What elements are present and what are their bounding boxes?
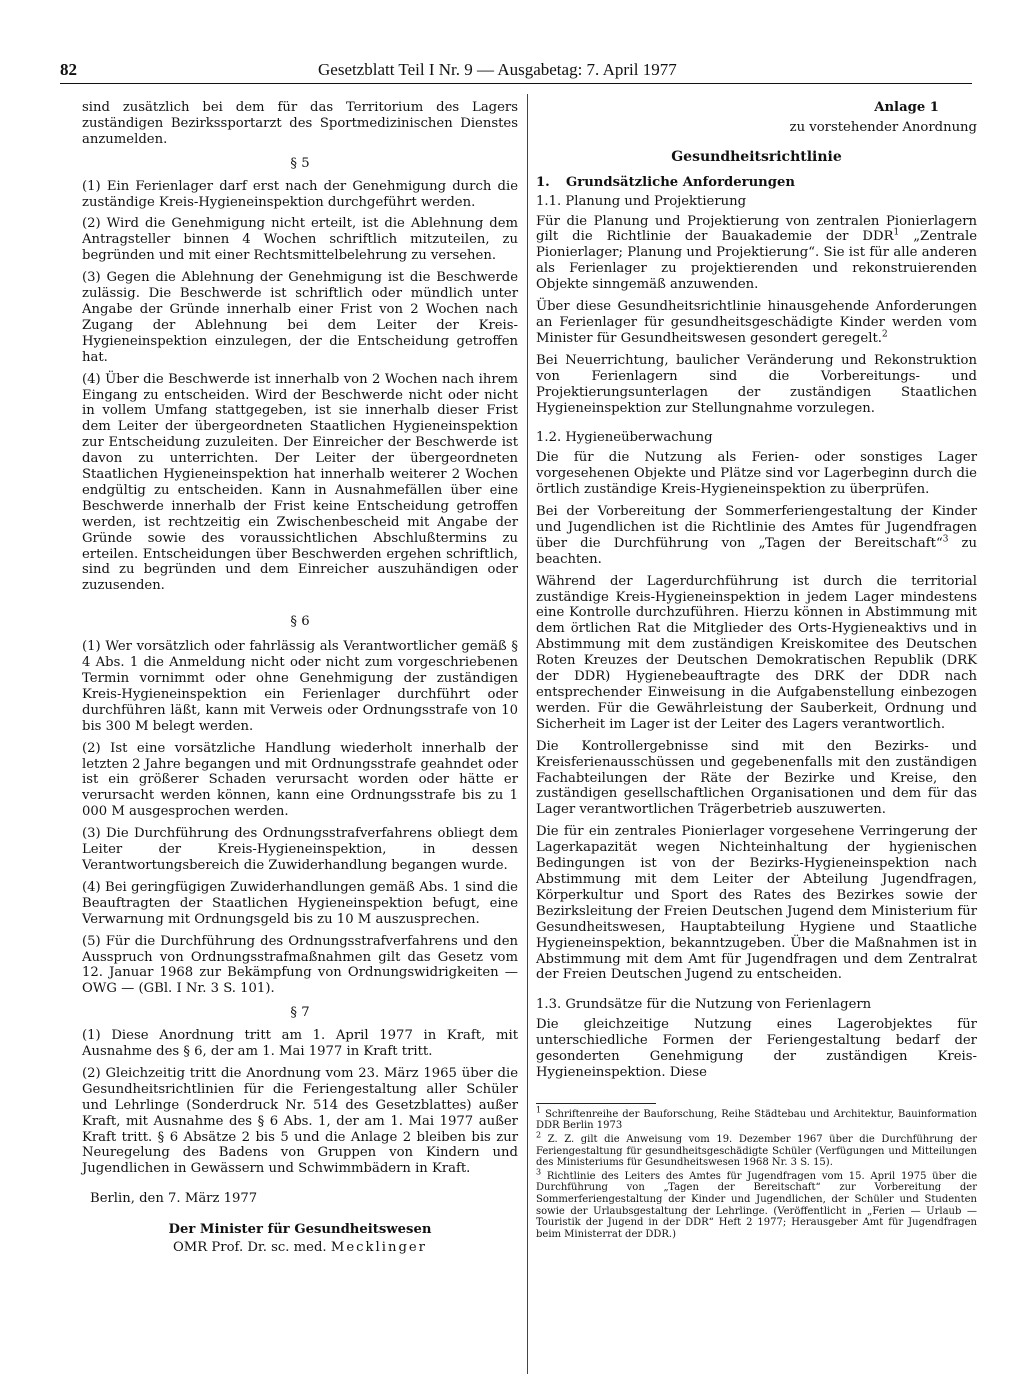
sub12-paragraph-4: Die Kontrollergebnisse sind mit den Bezirks- und Kreisferienausschüssen und gegebenenfalls mit den zuständigen Fachabteilungen der Räte der Bezirke und Kreise, den zuständigen gesellschaftlichen Organisationen und dem für das Lager verantwortlichen Trägerbetrieb auszuwerten. <box>536 738 977 818</box>
s5-paragraph-4: (4) Über die Beschwerde ist innerhalb von 2 Wochen nach ihrem Eingang zu entscheiden. Wird der Beschwerde nicht oder nicht in vollem Umfang stattgegeben, ist sie innerhalb dieser Frist dem Leiter der übergeordneten Staatlichen Hygieneinspektion zur Entscheidung zuzuleiten. Der Einreicher der Beschwerde ist davon zu unterrichten. Der Leiter der übergeordneten Staatlichen Hygieneinspektion hat innerhalb weiterer 2 Wochen endgültig zu entscheiden. Kann in Ausnahmefällen über eine Beschwerde innerhalb der Frist keine Entscheidung getroffen werden, ist rechtzeitig ein Zwischenbescheid mit Angabe der Gründe sowie des voraussichtlichen Abschlußtermins zu erteilen. Entscheidungen über Beschwerden ergehen schriftlich, sind zu begründen und dem Einreicher auszuhändigen oder zuzusenden. <box>82 371 518 594</box>
section-7-heading: § 7 <box>290 1005 310 1021</box>
s7-paragraph-1: (1) Diese Anordnung tritt am 1. April 1977 in Kraft, mit Ausnahme des § 6, der am 1. Mai 1977 in Kraft tritt. <box>82 1028 518 1060</box>
footnote-ref-3: 3 <box>942 534 949 545</box>
place-date: Berlin, den 7. März 1977 <box>90 1191 258 1207</box>
sub12-paragraph-5: Die für ein zentrales Pionierlager vorgesehene Verringerung der Lagerkapazität wegen Nichteinhaltung der hygienischen Bedingungen ist von der Bezirks-Hygieneinspektion nach Abstimmung mit dem Leiter der Abteilung Jugendfragen, Körperkultur und Sport des Rates des Bezirkes sowie der Bezirksleitung der Freien Deutschen Jugend dem Ministerium für Gesundheitswesen, Hauptabteilung Hygiene und Staatliche Hygieneinspektion, bekanntzugeben. Über die Maßnahmen ist in Abstimmung mit dem Amt für Jugendfragen und dem Zentralrat der Freien Deutschen Jugend zu entscheiden. <box>536 824 977 983</box>
sub11-paragraph-1: Für die Planung und Projektierung von zentralen Pionierlagern gilt die Richtlinie der Bauakademie der DDR$^1$ „Zentrale Pionierlager; Planung und Projektierung“. Sie ist für alle anderen als Ferienlager zu projektierenden und rekonstruierenden Objekte sinngemäß anzuwenden. <box>536 213 977 293</box>
s7-paragraph-2: (2) Gleichzeitig tritt die Anordnung vom 23. März 1965 über die Gesundheitsrichtlinien für die Feriengestaltung aller Schüler und Lehrlinge (Sonderdruck Nr. 514 des Gesetzblattes) außer Kraft, mit Ausnahme des § 6 Abs. 1, der am 1. Mai 1977 außer Kraft tritt. § 6 Absätze 2 bis 5 und die Anlage 2 bleiben bis zur Neuregelung des Badens von Gruppen von Kindern und Jugendlichen in Gewässern und Schwimmbädern in Kraft. <box>82 1065 518 1177</box>
subsection-1-1-heading: 1.1. Planung und Projektierung <box>536 193 747 209</box>
left-column <box>82 100 518 1256</box>
s6-paragraph-2: (2) Ist eine vorsätzliche Handlung wiederholt innerhalb der letzten 2 Jahre begangen und mit Ordnungsstrafe geahndet oder ist ein größerer Schaden verursacht worden oder hätte er verursacht werden können, kann eine Ordnungsstrafe bis zu 1 000 M ausgesprochen werden. <box>82 740 518 820</box>
publication-title: Gesetzblatt Teil I Nr. 9 — Ausgabetag: 7. April 1977 <box>318 60 677 79</box>
footnote-ref-1: 1 <box>893 228 900 239</box>
annex-subtitle: zu vorstehender Anordnung <box>789 119 977 135</box>
annex-label: Anlage 1 <box>874 100 939 115</box>
s5-paragraph-1: (1) Ein Ferienlager darf erst nach der Genehmigung durch die zuständige Kreis-Hygieneinspektion durchgeführt werden. <box>82 178 518 210</box>
section-1-title: Grundsätzliche Anforderungen <box>566 174 795 190</box>
signer-title: Der Minister für Gesundheitswesen <box>168 1222 432 1238</box>
s6-paragraph-5: (5) Für die Durchführung des Ordnungsstrafverfahrens und den Ausspruch von Ordnungsstrafmaßnahmen gilt das Gesetz vom 12. Januar 1968 zur Bekämpfung von Ordnungswidrigkeiten — OWG — (GBl. I Nr. 3 S. 101). <box>82 933 518 997</box>
footnote-3: $^3$ Richtlinie des Leiters des Amtes für Jugendfragen vom 15. April 1975 über die Durchführung von „Tagen der Bereitschaft“ zur Vorbereitung der Sommerferiengestaltung der Kinder und Jugendlichen, der Schüler und Studenten sowie der Urlaubsgestaltung der Lehrlinge. (Veröffentlicht in „Ferien — Urlaub — Touristik der Jugend in der DDR“ Heft 2 1977; Herausgeber Amt für Jugendfragen beim Ministerrat der DDR.) <box>536 1167 977 1240</box>
sub12-paragraph-2: Bei der Vorbereitung der Sommerferiengestaltung der Kinder und Jugendlichen ist die Richtlinie des Amtes für Jugendfragen über die Durchführung von „Tagen der Bereitschaft“$^3$ zu beachten. <box>536 504 977 567</box>
s6-paragraph-4: (4) Bei geringfügigen Zuwiderhandlungen gemäß Abs. 1 sind die Beauftragten der Staatlichen Hygieneinspektion befugt, eine Verwarnung mit Ordnungsgeld bis zu 10 M auszusprechen. <box>82 879 518 927</box>
column-divider <box>527 94 528 1374</box>
sub11-paragraph-3: Bei Neuerrichtung, baulicher Veränderung und Rekonstruktion von Ferienlagern sind die Vorbereitungs- und Projektierungsunterlagen der zuständigen Staatlichen Hygieneinspektion zur Stellungnahme vorzulegen. <box>536 352 977 416</box>
subsection-1-2-heading: 1.2. Hygieneüberwachung <box>536 430 713 446</box>
signer-prefix: OMR Prof. Dr. sc. med. <box>172 1240 327 1256</box>
signer-line <box>82 1240 518 1256</box>
footnote-1: $^1$ Schriftenreihe der Bauforschung, Reihe Städtebau und Architektur, Bauinformation DDR Berlin 1973 <box>536 1105 977 1132</box>
s6-paragraph-1: (1) Wer vorsätzlich oder fahrlässig als Verantwortlicher gemäß § 4 Abs. 1 die Anmeldung nicht oder nicht zum vorgeschriebenen Termin vornimmt oder ohne Genehmigung der zuständigen Kreis-Hygieneinspektion ein Ferienlager durchführt oder durchführen läßt, kann mit Verweis oder Ordnungsstrafe von 10 bis 300 M belegt werden. <box>82 639 518 734</box>
section-6-heading: § 6 <box>290 614 310 630</box>
subsection-1-3-heading: 1.3. Grundsätze für die Nutzung von Ferienlagern <box>536 997 872 1013</box>
section-1-number: 1. <box>536 174 550 190</box>
sub12-paragraph-1: Die für die Nutzung als Ferien- oder sonstiges Lager vorgesehenen Objekte und Plätze sind vor Lagerbeginn durch die örtlich zuständige Kreis-Hygieneinspektion zu überprüfen. <box>536 450 977 498</box>
footnote-2: $^2$ Z. Z. gilt die Anweisung vom 19. Dezember 1967 über die Durchführung der Feriengestaltung für gesundheitsgeschädigte Schüler (Verfügungen und Mitteilungen des Ministeriums für Gesundheitswesen 1968 Nr. 3 S. 15). <box>536 1130 977 1169</box>
section-1-heading <box>536 175 977 191</box>
page-number: 82 <box>60 60 77 79</box>
page-header <box>60 54 972 84</box>
sub12-paragraph-3: Während der Lagerdurchführung ist durch die territorial zuständige Kreis-Hygieneinspektion in jedem Lager mindestens eine Kontrolle durchzuführen. Hierzu können in Abstimmung mit dem örtlichen Rat die Mitglieder des Orts-Hygieneaktivs und in Abstimmung mit dem zuständigen Kreiskomitee des Deutschen Roten Kreuzes der Deutschen Demokratischen Republik (DRK der DDR) Hygienebeauftragte des DRK der DDR nach entsprechender Einweisung in die Aufgabenstellung einbezogen werden. Für die Gewährleistung der Sauberkeit, Ordnung und Sicherheit im Lager ist der Leiter des Lagers verantwortlich. <box>536 573 977 732</box>
footnote-ref-2: 2 <box>881 329 888 340</box>
s6-paragraph-3: (3) Die Durchführung des Ordnungsstrafverfahrens obliegt dem Leiter der Kreis-Hygieneinspektion, in dessen Verantwortungsbereich die Zuwiderhandlung begangen wurde. <box>82 826 518 873</box>
intro-paragraph: sind zusätzlich bei dem für das Territorium des Lagers zuständigen Bezirkssportarzt des Sportmedizinischen Dienstes anzumelden. <box>82 100 518 147</box>
footnote-rule <box>536 1103 656 1104</box>
sub13-paragraph-1: Die gleichzeitige Nutzung eines Lagerobjektes für unterschiedliche Formen der Feriengestaltung bedarf der gesonderten Genehmigung der zuständigen Kreis-Hygieneinspektion. Diese <box>536 1017 977 1080</box>
right-column <box>536 100 977 1242</box>
signer-name: Mecklinger <box>330 1240 427 1256</box>
header-rule <box>60 83 972 84</box>
document-title: Gesundheitsrichtlinie <box>671 148 842 165</box>
s5-paragraph-2: (2) Wird die Genehmigung nicht erteilt, ist die Ablehnung dem Antragsteller binnen 4 Wochen schriftlich mitzuteilen, zu begründen und mit einer Rechtsmittelbelehrung zu versehen. <box>82 216 518 264</box>
s5-paragraph-3: (3) Gegen die Ablehnung der Genehmigung ist die Beschwerde zulässig. Die Beschwerde ist schriftlich oder mündlich unter Angabe der Gründe innerhalb einer Frist von 2 Wochen nach Zugang der Ablehnung bei dem Leiter der Kreis-Hygieneinspektion einzulegen, der die Entscheidung getroffen hat. <box>82 270 518 365</box>
section-5-heading: § 5 <box>290 155 310 171</box>
sub11-paragraph-2: Über diese Gesundheitsrichtlinie hinausgehende Anforderungen an Ferienlager für gesundheitsgeschädigte Kinder werden vom Minister für Gesundheitswesen gesondert geregelt.$^2$ <box>536 299 977 346</box>
